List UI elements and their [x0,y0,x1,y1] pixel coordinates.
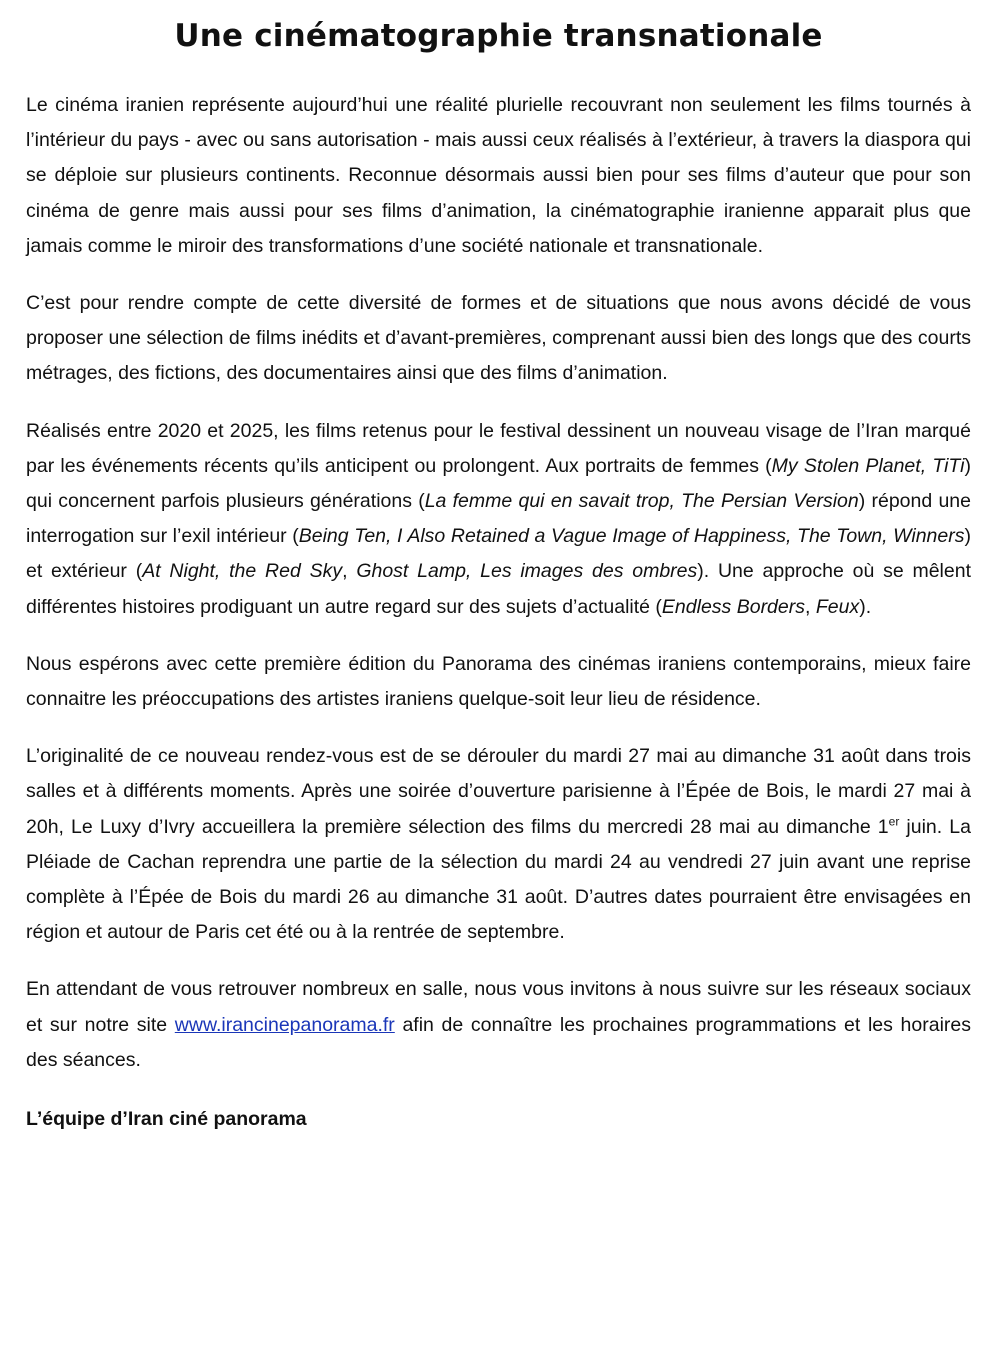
text-segment: juin. La Pléiade de Cachan reprendra une partie de la sélection du mardi 24 au vendredi 27 juin avant une reprise complète à l’Épée de Bois du mardi 26 au dimanche 31 août. D’autres dates pourraient être envisagées en région et autour de Paris cet été ou à la rentrée de septembre. [26,815,971,944]
text-segment: ) répond une interrogation sur l’exil intérieur ( [26,490,971,548]
page-title: Une cinématographie transnationale [174,18,823,54]
film-titles: My Stolen Planet, TiTi [771,454,965,477]
film-titles: Endless Borders [661,595,805,618]
paragraph-intro: Le cinéma iranien représente aujourd’hui une réalité plurielle recouvrant non seulement les films tournés à l’intérieur du pays - avec ou sans autorisation - mais aussi ceux réalisés à l’extérieur, à travers la diaspora qui se déploie sur plusieurs continents. Reconnue désormais aussi bien pour ses films d’auteur que pour son cinéma de genre mais aussi pour ses films d’animation, la cinématographie iranienne apparait plus que jamais comme le miroir des transformations d’une société nationale et transnationale. [26,94,971,257]
website-link[interactable]: www.irancinepanorama.fr [174,1013,395,1036]
film-titles: At Night, the Red Sky [142,560,343,583]
text-segment: L’originalité de ce nouveau rendez-vous est de se dérouler du mardi 27 mai au dimanche 31 août dans trois salles et à différents moments. Après une soirée d’ouverture parisienne à l’Épée de Bois, le mardi 27 mai à 20h, Le Luxy d’Ivry accueillera la première sélection des films du mercredi 28 mai au dimanche 1 [26,745,971,838]
film-titles: Ghost Lamp, Les images des ombres [356,560,698,583]
paragraph-follow [26,972,971,1078]
signature: L’équipe d’Iran ciné panorama [26,1108,307,1131]
text-segment: , [342,560,357,583]
paragraph-films [26,414,971,625]
paragraph-selection: C’est pour rendre compte de cette diversité de formes et de situations que nous avons décidé de vous proposer une sélection de films inédits et d’avant-premières, comprenant aussi bien des longs que des courts métrages, des fictions, des documentaires ainsi que des films d’animation. [26,292,971,385]
text-segment: Réalisés entre 2020 et 2025, les films retenus pour le festival dessinent un nouveau visage de l’Iran marqué par les événements récents qu’ils anticipent ou prolongent. Aux portraits de femmes ( [26,419,971,477]
text-segment: , [805,595,816,618]
text-segment: afin de connaître les prochaines programmations et les horaires des séances. [26,1013,971,1071]
film-titles: La femme qui en savait trop, The Persian Version [424,490,859,513]
paragraph-hopes: Nous espérons avec cette première édition du Panorama des cinémas iraniens contemporains, mieux faire connaitre les préoccupations des artistes iraniens quelque-soit leur lieu de résidence. [26,652,971,711]
superscript: er [888,814,900,829]
paragraph-schedule [26,739,971,950]
text-segment: En attendant de vous retrouver nombreux en salle, nous vous invitons à nous suivre sur les réseaux sociaux et sur notre site [26,978,971,1036]
text-segment: ). [859,595,872,618]
text-segment: ). Une approche où se mêlent différentes histoires prodiguant un autre regard sur des sujets d’actualité ( [26,560,971,618]
film-titles: Feux [815,595,860,618]
text-segment: ) qui concernent parfois plusieurs générations ( [26,454,971,513]
film-titles: Being Ten, I Also Retained a Vague Image of Happiness, The Town, Winners [298,525,965,548]
document-page [26,18,971,1134]
text-segment: ) et extérieur ( [26,525,971,583]
